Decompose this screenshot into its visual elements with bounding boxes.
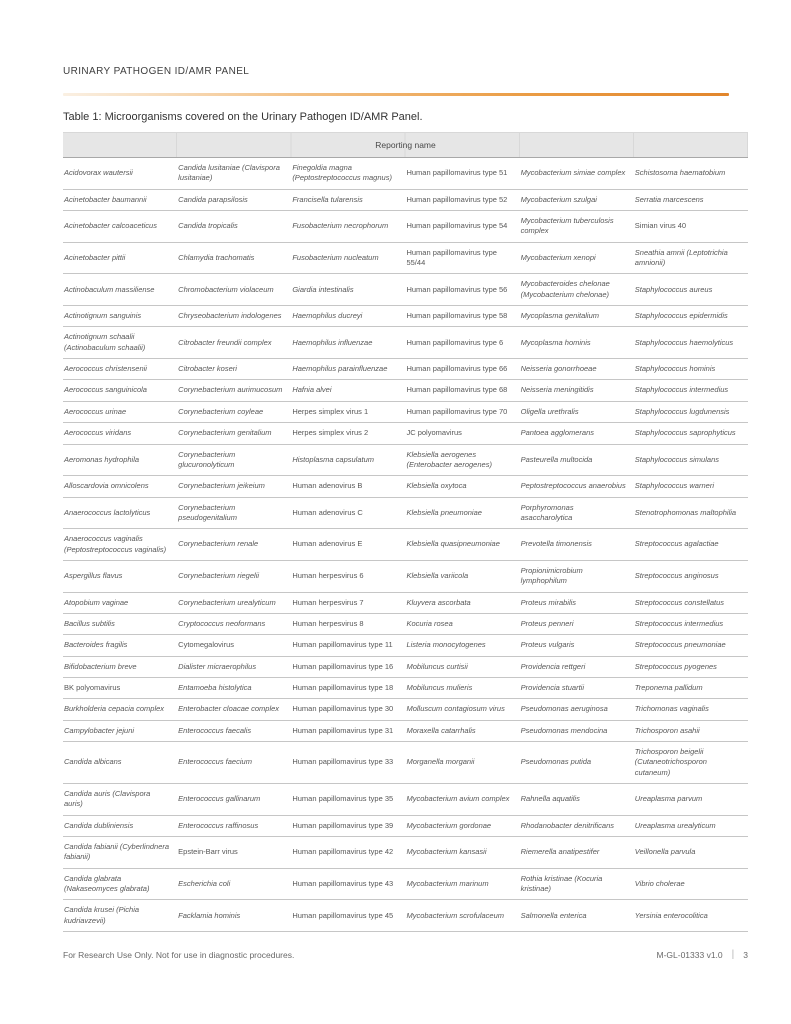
organism-cell: Staphylococcus warneri	[634, 476, 748, 497]
organism-cell: Mycoplasma hominis	[520, 327, 634, 359]
organism-cell: Candida fabianii (Cyberlindnera fabianii)	[63, 837, 177, 869]
table-row	[63, 476, 748, 497]
organism-cell: Human papillomavirus type 58	[405, 306, 519, 327]
accent-rule	[63, 93, 729, 96]
organism-cell: Corynebacterium jeikeium	[177, 476, 291, 497]
organism-cell: Klebsiella aerogenes (Enterobacter aerogenes)	[405, 444, 519, 476]
organism-cell: Herpes simplex virus 1	[291, 401, 405, 422]
organism-cell: Proteus vulgaris	[520, 635, 634, 656]
organism-cell: Human adenovirus C	[291, 497, 405, 529]
document-title: URINARY PATHOGEN ID/AMR PANEL	[63, 66, 250, 77]
organism-cell: Corynebacterium urealyticum	[177, 592, 291, 613]
organism-cell: Human papillomavirus type 56	[405, 274, 519, 306]
organism-cell: Mycobacterium gordonae	[405, 815, 519, 836]
table-row	[63, 444, 748, 476]
organism-cell: Rothia kristinae (Kocuria kristinae)	[520, 868, 634, 900]
organism-cell: Kluyvera ascorbata	[405, 592, 519, 613]
organism-cell: Human herpesvirus 8	[291, 613, 405, 634]
table-body	[63, 158, 748, 932]
table-header-row	[63, 133, 748, 158]
organism-cell: Aeromonas hydrophila	[63, 444, 177, 476]
table-row	[63, 158, 748, 190]
table-row	[63, 656, 748, 677]
organism-cell: Alloscardovia omnicolens	[63, 476, 177, 497]
table-row	[63, 560, 748, 592]
table-row	[63, 497, 748, 529]
table-row	[63, 699, 748, 720]
organism-cell: Hafnia alvei	[291, 380, 405, 401]
organism-cell: Cryptococcus neoformans	[177, 613, 291, 634]
organism-cell: Giardia intestinalis	[291, 274, 405, 306]
organism-cell: Streptococcus pyogenes	[634, 656, 748, 677]
organism-cell: Histoplasma capsulatum	[291, 444, 405, 476]
table-row	[63, 529, 748, 561]
organism-cell: Corynebacterium pseudogenitalium	[177, 497, 291, 529]
organism-cell: Human papillomavirus type 51	[405, 158, 519, 190]
organism-cell: Mycoplasma genitalium	[520, 306, 634, 327]
organism-cell: Morganella morganii	[405, 742, 519, 784]
organism-cell: Human papillomavirus type 35	[291, 784, 405, 816]
organism-cell: Human papillomavirus type 6	[405, 327, 519, 359]
organism-cell: Human papillomavirus type 45	[291, 900, 405, 932]
organism-cell: Treponema pallidum	[634, 677, 748, 698]
organism-cell: Pseudomonas mendocina	[520, 720, 634, 741]
organism-cell: Aspergillus flavus	[63, 560, 177, 592]
organism-cell: Staphylococcus aureus	[634, 274, 748, 306]
organism-cell: Yersinia enterocolitica	[634, 900, 748, 932]
organism-cell: Staphylococcus hominis	[634, 359, 748, 380]
organism-cell: Bacteroides fragilis	[63, 635, 177, 656]
organism-cell: Human adenovirus E	[291, 529, 405, 561]
organism-cell: Staphylococcus lugdunensis	[634, 401, 748, 422]
organism-cell: Sneathia amnii (Leptotrichia amnionii)	[634, 242, 748, 274]
organism-cell: Mycobacterium xenopi	[520, 242, 634, 274]
organism-cell: Aerococcus christensenii	[63, 359, 177, 380]
organism-cell: Rahnella aquatilis	[520, 784, 634, 816]
organism-cell: Proteus penneri	[520, 613, 634, 634]
organism-cell: Human papillomavirus type 16	[291, 656, 405, 677]
organism-cell: Citrobacter freundii complex	[177, 327, 291, 359]
organism-cell: Human papillomavirus type 43	[291, 868, 405, 900]
organism-cell: Providencia stuartii	[520, 677, 634, 698]
organism-cell: Human papillomavirus type 68	[405, 380, 519, 401]
organism-cell: Veillonella parvula	[634, 837, 748, 869]
organism-cell: JC polyomavirus	[405, 423, 519, 444]
organism-cell: Pantoea agglomerans	[520, 423, 634, 444]
organism-cell: Pasteurella multocida	[520, 444, 634, 476]
organism-cell: Atopobium vaginae	[63, 592, 177, 613]
organism-cell: BK polyomavirus	[63, 677, 177, 698]
organism-cell: Finegoldia magna (Peptostreptococcus magnus)	[291, 158, 405, 190]
organism-cell: Streptococcus agalactiae	[634, 529, 748, 561]
organism-cell: Corynebacterium aurimucosum	[177, 380, 291, 401]
organism-cell: Mycobacteroides chelonae (Mycobacterium chelonae)	[520, 274, 634, 306]
organism-cell: Acinetobacter calcoaceticus	[63, 211, 177, 243]
organism-cell: Cytomegalovirus	[177, 635, 291, 656]
organism-cell: Staphylococcus intermedius	[634, 380, 748, 401]
table-row	[63, 592, 748, 613]
table-row	[63, 274, 748, 306]
organism-cell: Ureaplasma parvum	[634, 784, 748, 816]
organism-cell: Enterobacter cloacae complex	[177, 699, 291, 720]
table-row	[63, 423, 748, 444]
organism-cell: Corynebacterium riegelii	[177, 560, 291, 592]
table-row	[63, 327, 748, 359]
organism-cell: Chryseobacterium indologenes	[177, 306, 291, 327]
organism-cell: Candida albicans	[63, 742, 177, 784]
organism-cell: Simian virus 40	[634, 211, 748, 243]
organism-cell: Anaerococcus lactolyticus	[63, 497, 177, 529]
table-row	[63, 401, 748, 422]
organism-cell: Streptococcus intermedius	[634, 613, 748, 634]
organism-cell: Aerococcus viridans	[63, 423, 177, 444]
organism-cell: Enterococcus raffinosus	[177, 815, 291, 836]
organism-cell: Human papillomavirus type 18	[291, 677, 405, 698]
organism-cell: Acinetobacter baumannii	[63, 189, 177, 210]
organism-cell: Fusobacterium necrophorum	[291, 211, 405, 243]
organism-cell: Mycobacterium tuberculosis complex	[520, 211, 634, 243]
organism-cell: Human papillomavirus type 30	[291, 699, 405, 720]
organism-cell: Human papillomavirus type 55/44	[405, 242, 519, 274]
organism-cell: Escherichia coli	[177, 868, 291, 900]
table-row	[63, 900, 748, 932]
organism-cell: Candida lusitaniae (Clavispora lusitaniae)	[177, 158, 291, 190]
footer-disclaimer: For Research Use Only. Not for use in diagnostic procedures.	[63, 949, 295, 960]
organism-cell: Human adenovirus B	[291, 476, 405, 497]
organism-cell: Streptococcus constellatus	[634, 592, 748, 613]
organism-cell: Corynebacterium coyleae	[177, 401, 291, 422]
organism-cell: Dialister micraerophilus	[177, 656, 291, 677]
organism-cell: Salmonella enterica	[520, 900, 634, 932]
organism-cell: Aerococcus urinae	[63, 401, 177, 422]
organism-cell: Human papillomavirus type 66	[405, 359, 519, 380]
organism-cell: Oligella urethralis	[520, 401, 634, 422]
organism-cell: Actinotignum sanguinis	[63, 306, 177, 327]
organism-cell: Human herpesvirus 6	[291, 560, 405, 592]
organism-cell: Candida tropicalis	[177, 211, 291, 243]
organism-cell: Fusobacterium nucleatum	[291, 242, 405, 274]
organism-cell: Proteus mirabilis	[520, 592, 634, 613]
organism-cell: Haemophilus ducreyi	[291, 306, 405, 327]
organism-cell: Human herpesvirus 7	[291, 592, 405, 613]
table-row	[63, 837, 748, 869]
organism-cell: Mycobacterium kansasii	[405, 837, 519, 869]
organism-cell: Epstein-Barr virus	[177, 837, 291, 869]
organism-cell: Trichosporon beigelii (Cutaneotrichosporon cutaneum)	[634, 742, 748, 784]
organisms-table	[63, 132, 748, 932]
organism-cell: Klebsiella pneumoniae	[405, 497, 519, 529]
organism-cell: Neisseria meningitidis	[520, 380, 634, 401]
organism-cell: Candida parapsilosis	[177, 189, 291, 210]
organism-cell: Staphylococcus epidermidis	[634, 306, 748, 327]
organism-cell: Streptococcus anginosus	[634, 560, 748, 592]
organism-cell: Prevotella timonensis	[520, 529, 634, 561]
organism-cell: Ureaplasma urealyticum	[634, 815, 748, 836]
organism-cell: Klebsiella variicola	[405, 560, 519, 592]
footer-right	[657, 949, 749, 960]
table-row	[63, 359, 748, 380]
document-header	[63, 66, 748, 96]
organism-cell: Enterococcus faecium	[177, 742, 291, 784]
organism-cell: Human papillomavirus type 31	[291, 720, 405, 741]
table-row	[63, 815, 748, 836]
table-row	[63, 380, 748, 401]
table-row	[63, 720, 748, 741]
table-row	[63, 868, 748, 900]
organism-cell: Francisella tularensis	[291, 189, 405, 210]
organism-cell: Mycobacterium marinum	[405, 868, 519, 900]
organism-cell: Campylobacter jejuni	[63, 720, 177, 741]
organism-cell: Klebsiella oxytoca	[405, 476, 519, 497]
organism-cell: Staphylococcus saprophyticus	[634, 423, 748, 444]
organism-cell: Vibrio cholerae	[634, 868, 748, 900]
organism-cell: Burkholderia cepacia complex	[63, 699, 177, 720]
organism-cell: Schistosoma haematobium	[634, 158, 748, 190]
organism-cell: Human papillomavirus type 42	[291, 837, 405, 869]
organism-cell: Streptococcus pneumoniae	[634, 635, 748, 656]
table-row	[63, 784, 748, 816]
organism-cell: Candida glabrata (Nakaseomyces glabrata)	[63, 868, 177, 900]
organism-cell: Human papillomavirus type 33	[291, 742, 405, 784]
organism-cell: Candida dubliniensis	[63, 815, 177, 836]
organism-cell: Aerococcus sanguinicola	[63, 380, 177, 401]
organism-cell: Chromobacterium violaceum	[177, 274, 291, 306]
organism-cell: Riemerella anatipestifer	[520, 837, 634, 869]
reporting-name-header: Reporting name	[63, 133, 748, 158]
organism-cell: Enterococcus faecalis	[177, 720, 291, 741]
organism-cell: Listeria monocytogenes	[405, 635, 519, 656]
organism-cell: Bifidobacterium breve	[63, 656, 177, 677]
table-row	[63, 242, 748, 274]
organism-cell: Staphylococcus haemolyticus	[634, 327, 748, 359]
organism-cell: Molluscum contagiosum virus	[405, 699, 519, 720]
organism-cell: Kocuria rosea	[405, 613, 519, 634]
organism-cell: Corynebacterium genitalium	[177, 423, 291, 444]
organism-cell: Mycobacterium avium complex	[405, 784, 519, 816]
organism-cell: Human papillomavirus type 52	[405, 189, 519, 210]
organism-cell: Corynebacterium renale	[177, 529, 291, 561]
organism-cell: Rhodanobacter denitrificans	[520, 815, 634, 836]
organism-cell: Trichosporon asahii	[634, 720, 748, 741]
footer-divider: |	[731, 949, 735, 961]
organism-cell: Pseudomonas aeruginosa	[520, 699, 634, 720]
organism-cell: Neisseria gonorrhoeae	[520, 359, 634, 380]
table-row	[63, 742, 748, 784]
organism-cell: Haemophilus parainfluenzae	[291, 359, 405, 380]
document-number: M-GL-01333 v1.0	[656, 949, 723, 960]
organism-cell: Human papillomavirus type 54	[405, 211, 519, 243]
organism-cell: Citrobacter koseri	[177, 359, 291, 380]
organism-cell: Mobiluncus curtisii	[405, 656, 519, 677]
organism-cell: Pseudomonas putida	[520, 742, 634, 784]
organism-cell: Anaerococcus vaginalis (Peptostreptococcus vaginalis)	[63, 529, 177, 561]
organism-cell: Mycobacterium simiae complex	[520, 158, 634, 190]
organism-cell: Corynebacterium glucuronolyticum	[177, 444, 291, 476]
table-row	[63, 613, 748, 634]
organism-cell: Enterococcus gallinarum	[177, 784, 291, 816]
page-footer	[63, 949, 748, 960]
organism-cell: Human papillomavirus type 39	[291, 815, 405, 836]
organism-cell: Mycobacterium scrofulaceum	[405, 900, 519, 932]
page-number: 3	[743, 949, 748, 960]
organism-cell: Actinobaculum massiliense	[63, 274, 177, 306]
table-row	[63, 211, 748, 243]
organism-cell: Actinotignum schaalii (Actinobaculum schaalii)	[63, 327, 177, 359]
organism-cell: Mobiluncus mulieris	[405, 677, 519, 698]
organism-cell: Candida auris (Clavispora auris)	[63, 784, 177, 816]
organism-cell: Peptostreptococcus anaerobius	[520, 476, 634, 497]
organism-cell: Stenotrophomonas maltophilia	[634, 497, 748, 529]
organism-cell: Propionimicrobium lymphophilum	[520, 560, 634, 592]
organism-cell: Human papillomavirus type 70	[405, 401, 519, 422]
table-row	[63, 635, 748, 656]
organism-cell: Porphyromonas asaccharolytica	[520, 497, 634, 529]
organism-cell: Human papillomavirus type 11	[291, 635, 405, 656]
organism-cell: Mycobacterium szulgai	[520, 189, 634, 210]
organism-cell: Haemophilus influenzae	[291, 327, 405, 359]
organism-cell: Bacillus subtilis	[63, 613, 177, 634]
organism-cell: Providencia rettgeri	[520, 656, 634, 677]
organism-cell: Candida krusei (Pichia kudriavzevii)	[63, 900, 177, 932]
organism-cell: Chlamydia trachomatis	[177, 242, 291, 274]
table-row	[63, 189, 748, 210]
organism-cell: Klebsiella quasipneumoniae	[405, 529, 519, 561]
table-header	[63, 133, 748, 158]
organism-cell: Herpes simplex virus 2	[291, 423, 405, 444]
table-caption: Table 1: Microorganisms covered on the Urinary Pathogen ID/AMR Panel.	[63, 111, 423, 123]
organism-cell: Entamoeba histolytica	[177, 677, 291, 698]
table-row	[63, 677, 748, 698]
organism-cell: Acinetobacter pittii	[63, 242, 177, 274]
organism-cell: Moraxella catarrhalis	[405, 720, 519, 741]
organism-cell: Staphylococcus simulans	[634, 444, 748, 476]
organism-cell: Facklamia hominis	[177, 900, 291, 932]
organism-cell: Acidovorax wautersii	[63, 158, 177, 190]
organism-cell: Trichomonas vaginalis	[634, 699, 748, 720]
table-row	[63, 306, 748, 327]
organism-cell: Serratia marcescens	[634, 189, 748, 210]
